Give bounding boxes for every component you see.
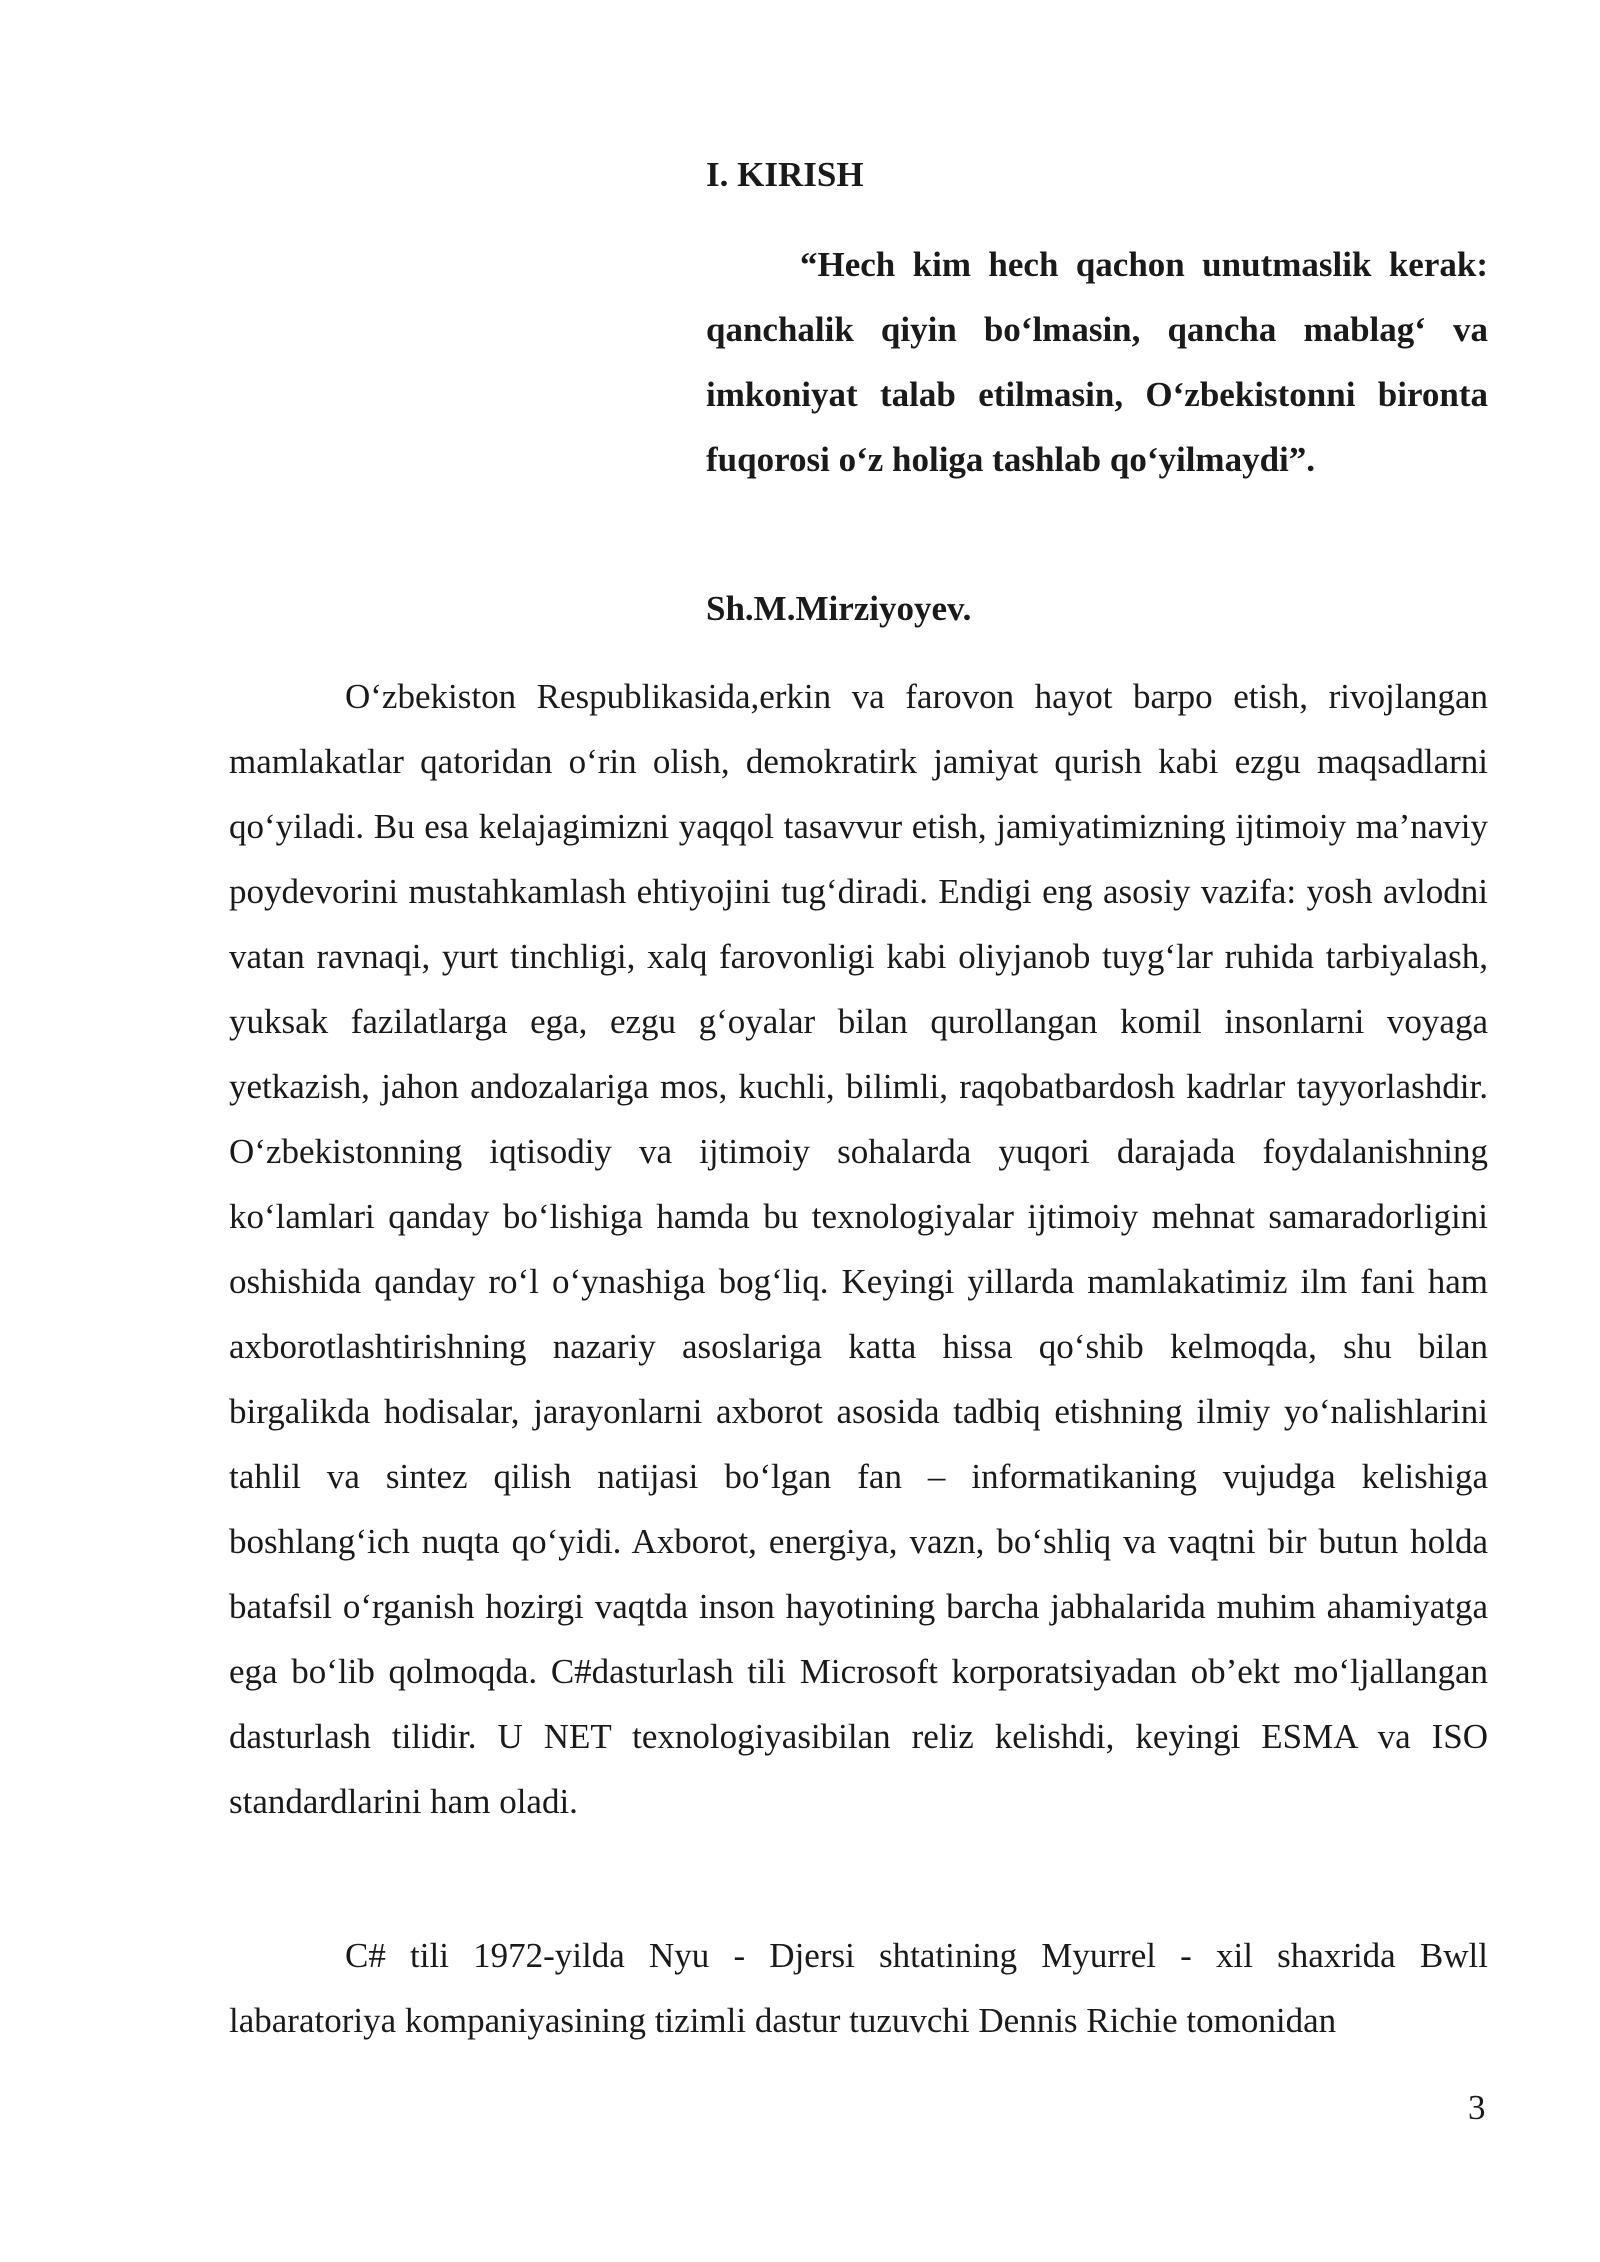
section-heading: I. KIRISH bbox=[706, 155, 864, 194]
page-number: 3 bbox=[1468, 2088, 1486, 2127]
epigraph-quote: “Hech kim hech qachon unutmaslik kerak: qanchalik qiyin bo‘lmasin, qancha mablag‘ va imkoniyat talab etilmasin, O‘zbekistonni bironta fuqorosi o‘z holiga tashlab qo‘yilmaydi”. bbox=[706, 245, 1488, 479]
epigraph-author: Sh.M.Mirziyoyev. bbox=[706, 589, 972, 628]
body-paragraph: O‘zbekiston Respublikasida,erkin va farovon hayot barpo etish, rivojlangan mamlakatlar qatoridan o‘rin olish, demokratirk jamiyat qurish kabi ezgu maqsadlarni qo‘yiladi. Bu esa kelajagimizni yaqqol tasavvur etish, jamiyatimizning ijtimoiy ma’naviy poydevorini mustahkamlash ehtiyojini tug‘diradi. Endigi eng asosiy vazifa: yosh avlodni vatan ravnaqi, yurt tinchligi, xalq farovonligi kabi oliyjanob tuyg‘lar ruhida tarbiyalash, yuksak fazilatlarga ega, ezgu g‘oyalar bilan qurollangan komil insonlarni voyaga yetkazish, jahon andozalariga mos, kuchli, bilimli, raqobatbardosh kadrlar tayyorlashdir. O‘zbekistonning iqtisodiy va ijtimoiy sohalarda yuqori darajada foydalanishning ko‘lamlari qanday bo‘lishiga hamda bu texnologiyalar ijtimoiy mehnat samaradorligini oshishida qanday ro‘l o‘ynashiga bog‘liq. Keyingi yillarda mamlakatimiz ilm fani ham axborotlashtirishning nazariy asoslariga katta hissa qo‘shib kelmoqda, shu bilan birgalikda hodisalar, jarayonlarni axborot asosida tadbiq etishning ilmiy yo‘nalishlarini tahlil va sintez qilish natijasi bo‘lgan fan – informatikaning vujudga kelishiga boshlang‘ich nuqta qo‘yidi. Axborot, energiya, vazn, bo‘shliq va vaqtni bir butun holda batafsil o‘rganish hozirgi vaqtda inson hayotining barcha jabhalarida muhim ahamiyatga ega bo‘lib qolmoqda. C#dasturlash tili Microsoft korporatsiyadan ob’ekt mo‘ljallangan dasturlash tilidir. U NET texnologiyasibilan reliz kelishdi, keyingi ESMA va ISO standardlarini ham oladi. bbox=[229, 677, 1488, 1821]
body-paragraph: C# tili 1972-yilda Nyu - Djersi shtatining Myurrel - xil shaxrida Bwll labaratoriya kompaniyasining tizimli dastur tuzuvchi Dennis Richie tomonidan bbox=[229, 1936, 1488, 2040]
